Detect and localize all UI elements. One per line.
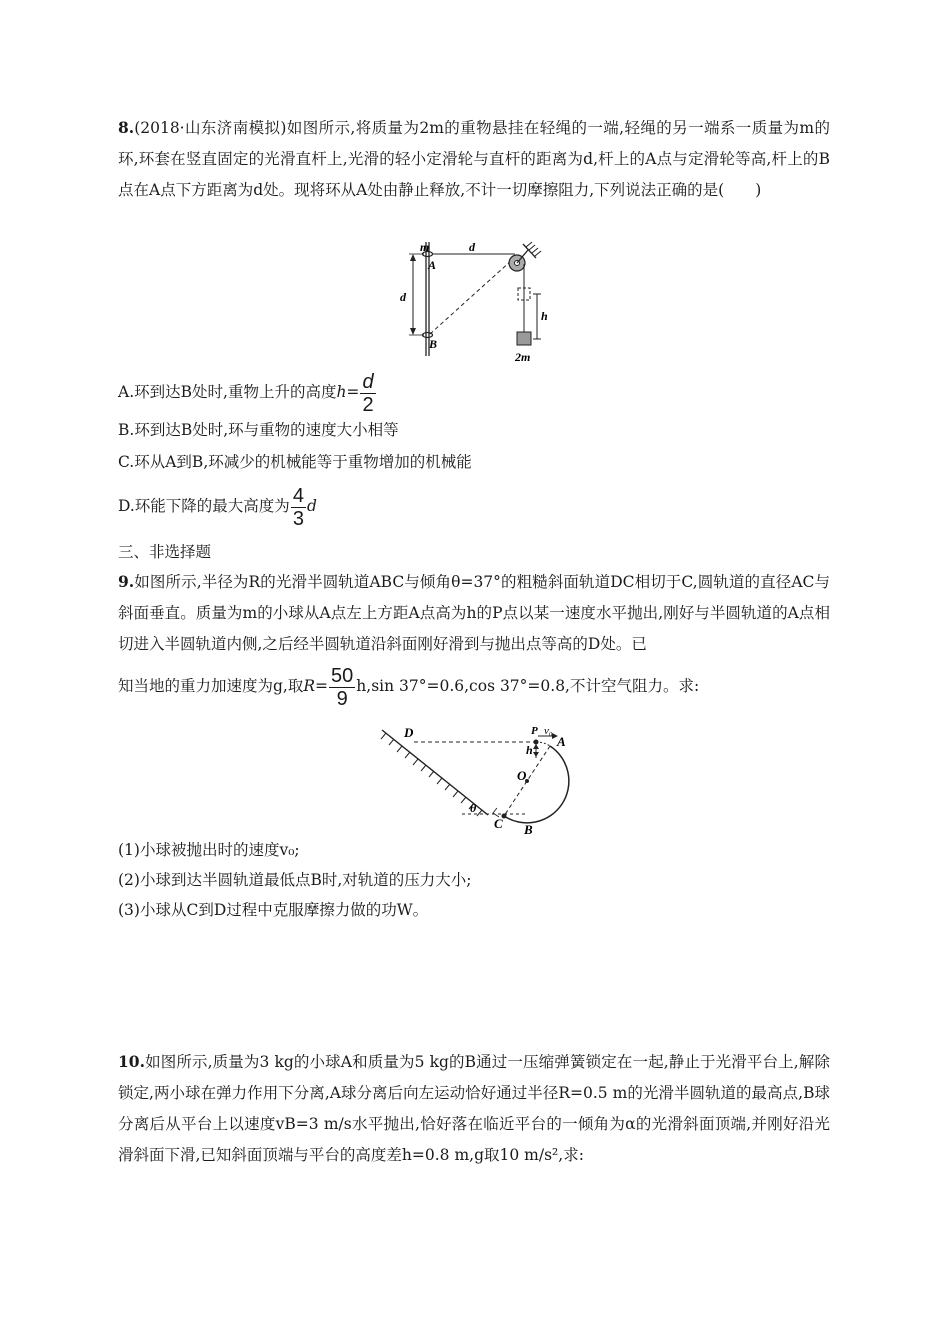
question-9-known	[118, 664, 699, 710]
incline-hatching	[381, 733, 482, 816]
label-d-top: d	[469, 240, 475, 254]
option-d	[118, 484, 317, 530]
label-v0: v₀	[544, 725, 553, 737]
question-9-sub2: (2)小球到达半圆轨道最低点B时,对轨道的压力大小;	[118, 871, 472, 889]
known-prefix: 知当地的重力加速度为g,取	[118, 677, 304, 695]
option-d-numerator: 4	[292, 484, 304, 507]
label-A: A	[428, 258, 437, 272]
semicircle-incline-figure	[376, 722, 576, 842]
label-d-left: d	[400, 290, 406, 304]
option-a-fraction	[360, 371, 375, 416]
question-9	[118, 566, 830, 660]
question-8	[118, 112, 830, 206]
question-10-stem: 如图所示,质量为3 kg的小球A和质量为5 kg的B通过一压缩弹簧锁定在一起,静止于光滑平台上,解除锁定,两小球在弹力作用下分离,A球分离后向左运动恰好通过半径R=0.5 m的光滑半圆轨道的最高点,B球分离后从平台上以速度vB=3 m/s水平抛出,恰好落在临近平台的一倾角为α的光滑斜面顶端,并刚好沿光滑斜面下滑,已知斜面顶端与平台的高度差h=0.8 m,g取10 m/s²,求:	[118, 1053, 830, 1164]
option-d-text: D.环能下降的最大高度为	[118, 497, 290, 515]
question-9-sub3: (3)小球从C到D过程中克服摩擦力做的功W。	[118, 901, 429, 919]
label-theta: θ	[470, 801, 477, 815]
question-10	[118, 1046, 830, 1171]
option-a-numerator: d	[362, 370, 374, 393]
question-9-number: 9.	[118, 572, 135, 591]
weight-2m	[517, 332, 531, 345]
label-C: C	[494, 816, 503, 831]
option-a-var: h=	[336, 383, 360, 401]
known-R: R=	[303, 677, 329, 695]
option-a	[118, 370, 377, 416]
option-c: C.环从A到B,环减少的机械能等于重物增加的机械能	[118, 453, 472, 471]
question-9-sub1: (1)小球被抛出时的速度v₀;	[118, 841, 300, 859]
label-O: O	[517, 768, 527, 783]
option-d-fraction	[291, 485, 306, 530]
label-m: m	[420, 240, 430, 254]
option-a-denominator: 2	[362, 393, 374, 416]
label-h: h	[526, 743, 533, 757]
label-h: h	[541, 309, 548, 323]
option-d-denominator: 3	[292, 507, 304, 530]
label-P: P	[531, 725, 538, 737]
question-10-number: 10.	[118, 1052, 145, 1071]
label-D: D	[404, 725, 414, 740]
question-9-stem: 如图所示,半径为R的光滑半圆轨道ABC与倾角θ=37°的粗糙斜面轨道DC相切于C,圆轨道的直径AC与斜面垂直。质量为m的小球从A点左上方距A点高为h的P点以某一速度水平抛出,刚好与半圆轨道的A点相切进入半圆轨道内侧,之后经半圆轨道沿斜面刚好滑到与抛出点等高的D处。已	[118, 573, 830, 653]
option-b: B.环到达B处时,环与重物的速度大小相等	[118, 421, 399, 439]
label-2m: 2m	[515, 350, 531, 364]
label-B: B	[429, 337, 438, 351]
question-8-number: 8.	[118, 118, 135, 137]
known-denominator: 9	[336, 687, 348, 710]
known-fraction	[329, 665, 355, 710]
label-B: B	[524, 822, 533, 837]
known-numerator: 50	[331, 664, 354, 687]
theta-arc	[482, 810, 486, 814]
known-suffix: h,sin 37°=0.6,cos 37°=0.8,不计空气阻力。求:	[356, 677, 700, 695]
label-A: A	[557, 734, 566, 749]
option-a-text: A.环到达B处时,重物上升的高度	[118, 383, 337, 401]
option-d-var: d	[306, 497, 317, 515]
section-title: 三、非选择题	[118, 543, 212, 561]
pulley-ring-figure	[380, 236, 560, 368]
question-8-stem: (2018·山东济南模拟)如图所示,将质量为2m的重物悬挂在轻绳的一端,轻绳的另一端系一质量为m的环,环套在竖直固定的光滑直杆上,光滑的轻小定滑轮与直杆的距离为d,杆上的A点与定滑轮等高,杆上的B点在A点下方距离为d处。现将环从A处由静止释放,不计一切摩擦阻力,下列说法正确的是( )	[118, 119, 830, 199]
dashed-rope	[430, 260, 512, 334]
